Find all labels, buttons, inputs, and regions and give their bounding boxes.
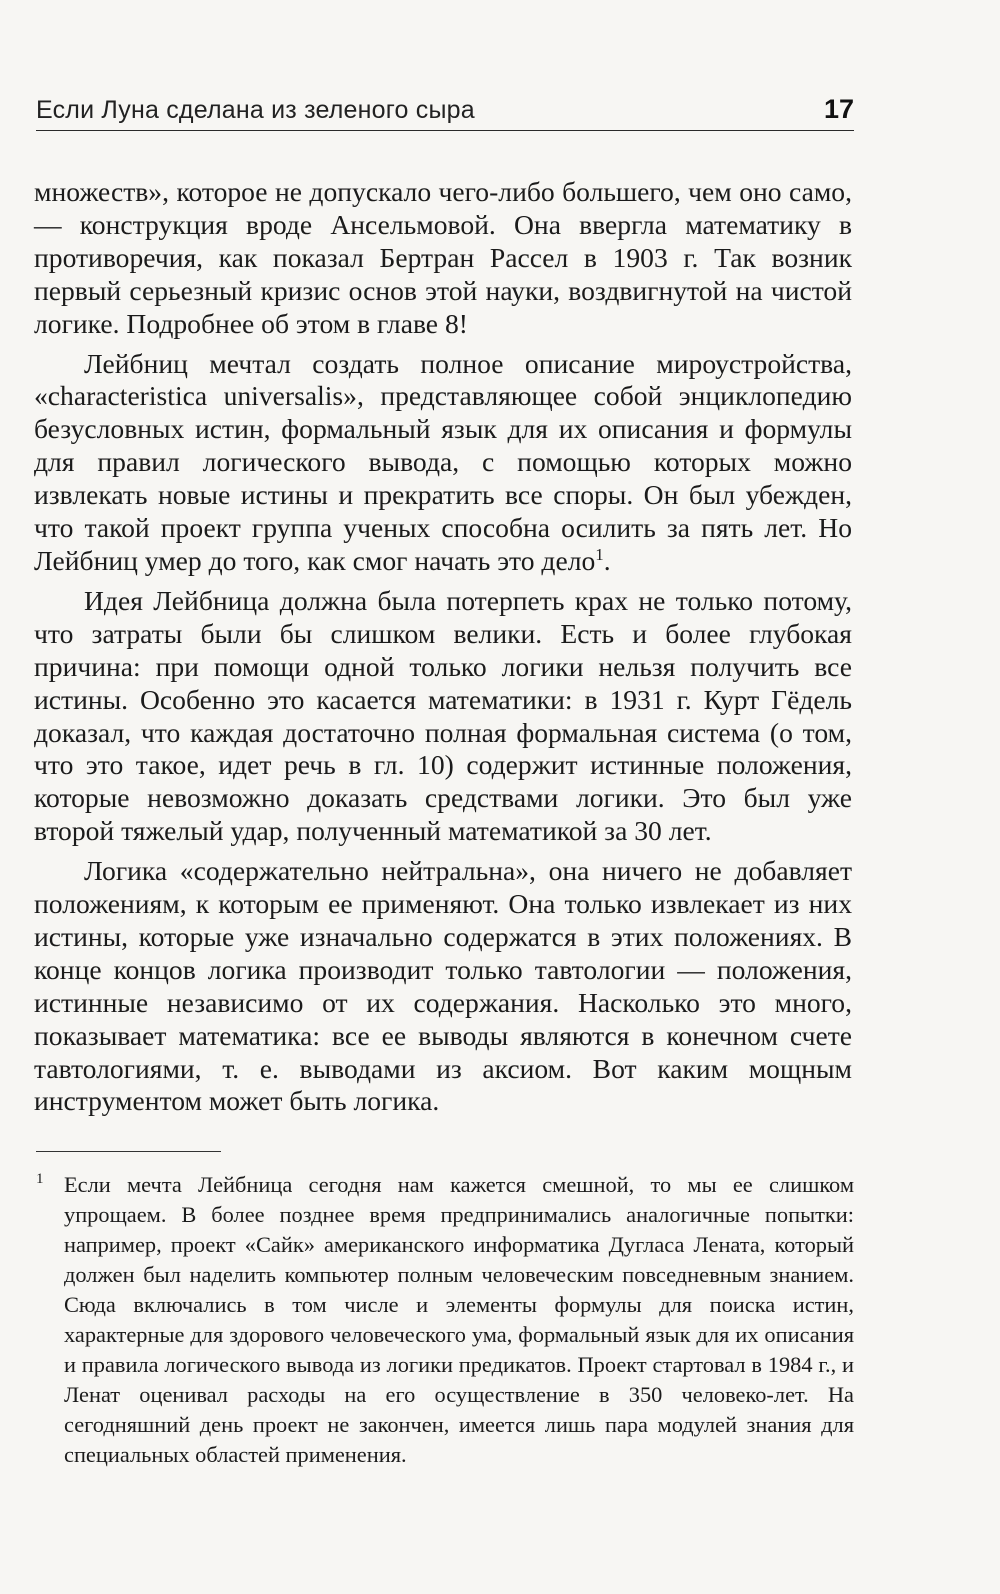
running-title: Если Луна сделана из зеленого сыра: [36, 96, 475, 124]
footnote-reference[interactable]: 1: [595, 544, 604, 564]
paragraph: множеств», которое не допускало чего-либо большего, чем оно само, — конструкция вроде Ансельмовой. Она ввергла математику в противоречия, как показал Бертран Рассел в 1903 г. Так возник первый серьезный кризис основ этой науки, воздвигнутой на чистой логике. Подробнее об этом в главе 8!: [34, 176, 852, 339]
footnote: [36, 1170, 854, 1470]
page-number: 17: [823, 94, 854, 124]
main-text: [34, 176, 852, 1118]
paragraph: Идея Лейбница должна была потерпеть крах не только потому, что затраты были бы слишком велики. Есть и более глубокая причина: при помощи одной только логики нельзя получить все истины. Особенно это касается математики: в 1931 г. Курт Гёдель доказал, что каждая достаточно полная формальная система (о том, что это такое, идет речь в гл. 10) содержит истинные положения, которые невозможно доказать средствами логики. Это был уже второй тяжелый удар, полученный математикой за 30 лет.: [34, 584, 852, 847]
footnote-text: Если мечта Лейбница сегодня нам кажется смешной, то мы ее слишком упрощаем. В более позднее время предпринимались аналогичные попытки: например, проект «Сайк» американского информатика Дугласа Лената, который должен был наделить компьютер полным человеческим повседневным знанием. Сюда включались в том числе и элементы формулы для поиска истин, характерные для здорового человеческого ума, формальный язык для их описания и правила логического вывода из логики предикатов. Проект стартовал в 1984 г., и Ленат оценивал расходы на его осуществление в 350 человеко-лет. На сегодняшний день проект не закончен, имеется лишь пара модулей знания для специальных областей применения.: [64, 1172, 854, 1467]
footnote-divider: [36, 1151, 221, 1152]
paragraph: [34, 348, 852, 578]
running-header: [36, 96, 854, 131]
paragraph: Логика «содержательно нейтральна», она ничего не добавляет положениям, к которым ее применяют. Она только извлекает из них истины, которые уже изначально содержатся в этих положениях. В конце концов логика производит только тавтологии — положения, истинные независимо от их содержания. Насколько это много, показывает математика: все ее выводы являются в конечном счете тавтологиями, т. е. выводами из аксиом. Вот каким мощным инструментом может быть логика.: [34, 855, 852, 1117]
paragraph-end-punctuation: .: [603, 544, 611, 576]
paragraph-text: Лейбниц мечтал создать полное описание мироустройства, «characteristica universalis», представляющее собой энциклопедию безусловных истин, формальный язык для их описания и формулы для правил логического вывода, с помощью которых можно извлекать новые истины и прекратить все споры. Он был убежден, что такой проект группа ученых способна осилить за пять лет. Но Лейбниц умер до того, как смог начать это дело: [34, 347, 852, 576]
footnote-marker: 1: [36, 1171, 44, 1187]
